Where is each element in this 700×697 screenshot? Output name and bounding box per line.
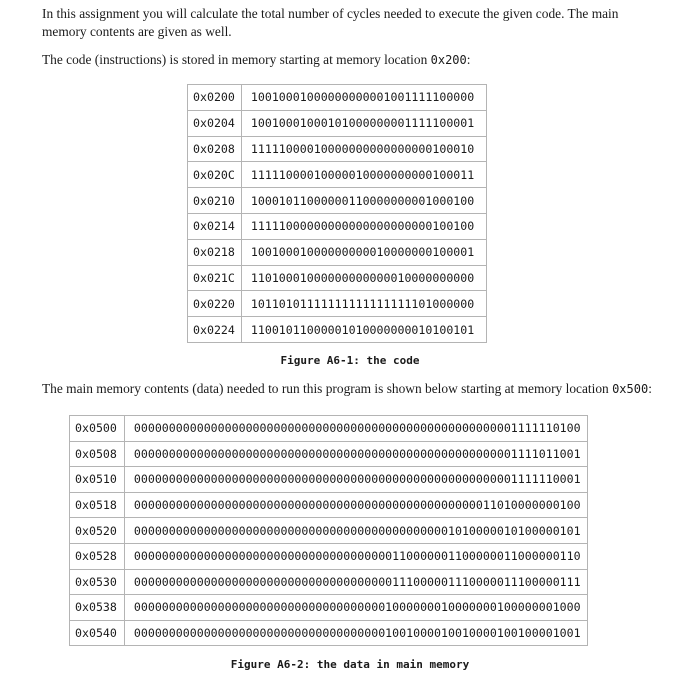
data-start-address: 0x500	[612, 382, 649, 396]
code-table-row	[188, 85, 487, 111]
code-table-row	[188, 136, 487, 162]
code-caption-text: Figure A6-1: the code	[280, 354, 420, 367]
data-table-row	[70, 595, 588, 621]
memory-value-cell: 10110101111111111111111101000000	[241, 291, 486, 317]
memory-value-cell: 0000000000000000000000000000000000001000000010000000100000001000	[124, 595, 587, 621]
data-location-prefix: The main memory contents (data) needed to run this program is shown below starting at memory location	[42, 381, 613, 396]
intro-paragraph: In this assignment you will calculate the total number of cycles needed to execute the given code. The main memory contents are given as well.	[42, 6, 619, 39]
memory-address-cell: 0x0214	[188, 213, 242, 239]
code-table	[187, 84, 487, 343]
data-table-row	[70, 416, 588, 442]
memory-value-cell: 0000000000000000000000000000000000000000000000000000001111110001	[124, 467, 587, 493]
code-table-row	[188, 291, 487, 317]
code-table-row	[188, 317, 487, 343]
code-start-address: 0x200	[430, 53, 467, 67]
memory-value-cell: 11010001000000000000010000000000	[241, 265, 486, 291]
memory-address-cell: 0x0508	[70, 441, 125, 467]
data-location-suffix: :	[648, 381, 652, 396]
memory-value-cell: 10010001000101000000001111100001	[241, 110, 486, 136]
memory-address-cell: 0x0224	[188, 317, 242, 343]
data-table	[69, 415, 588, 646]
memory-value-cell: 11111000010000000000000000100010	[241, 136, 486, 162]
memory-value-cell: 0000000000000000000000000000000000001001000010010000100100001001	[124, 620, 587, 646]
memory-value-cell: 0000000000000000000000000000000000000110000001100000011000000110	[124, 543, 587, 569]
code-location-sentence	[42, 51, 662, 69]
memory-address-cell: 0x0518	[70, 492, 125, 518]
code-table-row	[188, 239, 487, 265]
memory-address-cell: 0x0200	[188, 85, 242, 111]
data-table-row	[70, 569, 588, 595]
memory-value-cell: 10001011000000110000000001000100	[241, 188, 486, 214]
code-table-row	[188, 110, 487, 136]
memory-value-cell: 0000000000000000000000000000000000000000000000000000001111110100	[124, 416, 587, 442]
memory-value-cell: 10010001000000000001001111100000	[241, 85, 486, 111]
memory-address-cell: 0x0204	[188, 110, 242, 136]
memory-value-cell: 11111000000000000000000000100100	[241, 213, 486, 239]
memory-address-cell: 0x0218	[188, 239, 242, 265]
data-table-row	[70, 441, 588, 467]
memory-address-cell: 0x0528	[70, 543, 125, 569]
memory-value-cell: 0000000000000000000000000000000000000000000000000000001111011001	[124, 441, 587, 467]
data-table-row	[70, 620, 588, 646]
data-table-row	[70, 518, 588, 544]
memory-address-cell: 0x0538	[70, 595, 125, 621]
data-caption-text: Figure A6-2: the data in main memory	[230, 658, 470, 671]
memory-value-cell: 11111000010000010000000000100011	[241, 162, 486, 188]
memory-address-cell: 0x0208	[188, 136, 242, 162]
memory-address-cell: 0x0540	[70, 620, 125, 646]
data-table-row	[70, 543, 588, 569]
code-table-row	[188, 265, 487, 291]
memory-address-cell: 0x0500	[70, 416, 125, 442]
data-location-sentence	[42, 380, 662, 398]
memory-address-cell: 0x021C	[188, 265, 242, 291]
memory-value-cell: 0000000000000000000000000000000000000000000000000011010000000100	[124, 492, 587, 518]
code-location-prefix: The code (instructions) is stored in memory starting at memory location	[42, 52, 431, 67]
code-table-row	[188, 213, 487, 239]
memory-address-cell: 0x0210	[188, 188, 242, 214]
memory-address-cell: 0x020C	[188, 162, 242, 188]
memory-value-cell: 0000000000000000000000000000000000000111000001110000011100000111	[124, 569, 587, 595]
code-table-row	[188, 188, 487, 214]
memory-value-cell: 0000000000000000000000000000000000000000000001010000010100000101	[124, 518, 587, 544]
memory-address-cell: 0x0530	[70, 569, 125, 595]
code-location-suffix: :	[466, 52, 471, 67]
data-table-row	[70, 467, 588, 493]
data-table-row	[70, 492, 588, 518]
memory-value-cell: 11001011000001010000000010100101	[241, 317, 486, 343]
data-table-caption	[0, 658, 700, 671]
memory-address-cell: 0x0510	[70, 467, 125, 493]
code-table-caption	[0, 354, 700, 367]
memory-address-cell: 0x0220	[188, 291, 242, 317]
code-table-row	[188, 162, 487, 188]
memory-address-cell: 0x0520	[70, 518, 125, 544]
memory-value-cell: 10010001000000000010000000100001	[241, 239, 486, 265]
